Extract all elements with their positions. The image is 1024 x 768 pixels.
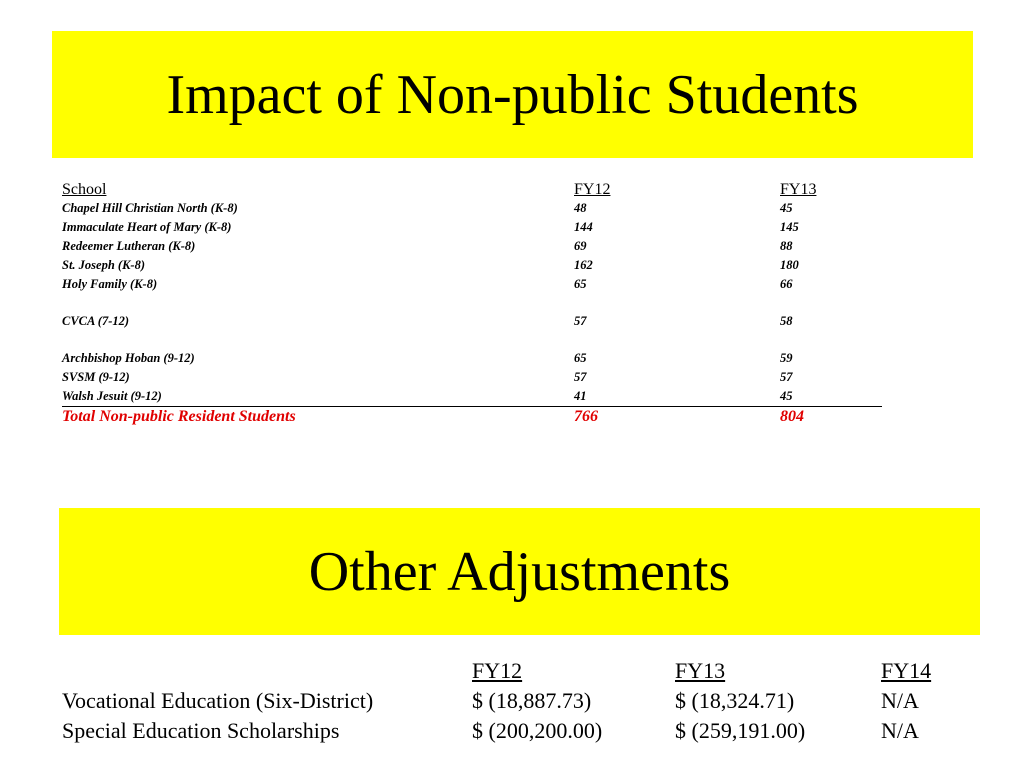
cell-school: Redeemer Lutheran (K-8) bbox=[62, 239, 196, 253]
table-row bbox=[62, 716, 962, 746]
title-banner-impact bbox=[52, 31, 973, 158]
cell-fy12: 48 bbox=[574, 201, 587, 215]
slide-title-adjustments: Other Adjustments bbox=[308, 540, 731, 603]
cell-school: Holy Family (K-8) bbox=[62, 277, 158, 291]
cell-fy13: $ (18,324.71) bbox=[675, 688, 795, 713]
cell-school: St. Joseph (K-8) bbox=[62, 258, 145, 272]
cell-fy12: 57 bbox=[574, 314, 587, 328]
table-row bbox=[62, 387, 882, 407]
cell-fy13: 45 bbox=[780, 201, 793, 215]
table-row bbox=[62, 349, 882, 368]
cell-label: Vocational Education (Six-District) bbox=[62, 688, 374, 713]
cell-fy12: 65 bbox=[574, 351, 587, 365]
cell-fy12: 41 bbox=[574, 389, 587, 403]
header-fy12: FY12 bbox=[574, 181, 611, 198]
table-row bbox=[62, 368, 882, 387]
cell-fy13: 58 bbox=[780, 314, 793, 328]
table-row bbox=[62, 275, 882, 294]
cell-school: SVSM (9-12) bbox=[62, 370, 130, 384]
title-banner-adjustments bbox=[59, 508, 980, 635]
cell-fy13: 66 bbox=[780, 277, 793, 291]
table-row bbox=[62, 237, 882, 256]
cell-fy13: 57 bbox=[780, 370, 793, 384]
cell-label: Special Education Scholarships bbox=[62, 718, 340, 743]
table-row bbox=[62, 218, 882, 237]
table-row bbox=[62, 686, 962, 716]
table-header-row bbox=[62, 180, 882, 199]
header-label bbox=[62, 656, 472, 686]
header-fy13: FY13 bbox=[780, 181, 817, 198]
cell-school: Walsh Jesuit (9-12) bbox=[62, 389, 162, 403]
table-row bbox=[62, 256, 882, 275]
cell-fy12: $ (200,200.00) bbox=[472, 718, 603, 743]
cell-fy14: N/A bbox=[881, 688, 919, 713]
cell-school: Immaculate Heart of Mary (K-8) bbox=[62, 220, 232, 234]
cell-fy13: 145 bbox=[780, 220, 799, 234]
cell-fy12: 57 bbox=[574, 370, 587, 384]
cell-fy13: 180 bbox=[780, 258, 799, 272]
cell-fy13: 45 bbox=[780, 389, 793, 403]
other-adjustments-table bbox=[62, 656, 962, 746]
header-fy14: FY14 bbox=[881, 658, 932, 683]
cell-fy13: $ (259,191.00) bbox=[675, 718, 806, 743]
table-total-row bbox=[62, 407, 882, 426]
non-public-students-table bbox=[62, 180, 882, 426]
table-spacer bbox=[62, 331, 882, 349]
header-fy13: FY13 bbox=[675, 658, 726, 683]
cell-school: Archbishop Hoban (9-12) bbox=[62, 351, 195, 365]
cell-fy14: N/A bbox=[881, 718, 919, 743]
cell-school: CVCA (7-12) bbox=[62, 314, 130, 328]
total-fy13: 804 bbox=[780, 408, 804, 425]
cell-fy13: 88 bbox=[780, 239, 793, 253]
cell-school: Chapel Hill Christian North (K-8) bbox=[62, 201, 238, 215]
slide-title-impact: Impact of Non-public Students bbox=[166, 63, 859, 126]
cell-fy12: $ (18,887.73) bbox=[472, 688, 592, 713]
table-row bbox=[62, 199, 882, 218]
cell-fy12: 69 bbox=[574, 239, 587, 253]
cell-fy12: 162 bbox=[574, 258, 593, 272]
table-spacer bbox=[62, 294, 882, 312]
table-header-row bbox=[62, 656, 962, 686]
total-fy12: 766 bbox=[574, 408, 598, 425]
cell-fy13: 59 bbox=[780, 351, 793, 365]
cell-fy12: 65 bbox=[574, 277, 587, 291]
cell-fy12: 144 bbox=[574, 220, 593, 234]
header-school: School bbox=[62, 181, 107, 198]
table-row bbox=[62, 312, 882, 331]
header-fy12: FY12 bbox=[472, 658, 523, 683]
total-label: Total Non-public Resident Students bbox=[62, 408, 296, 425]
